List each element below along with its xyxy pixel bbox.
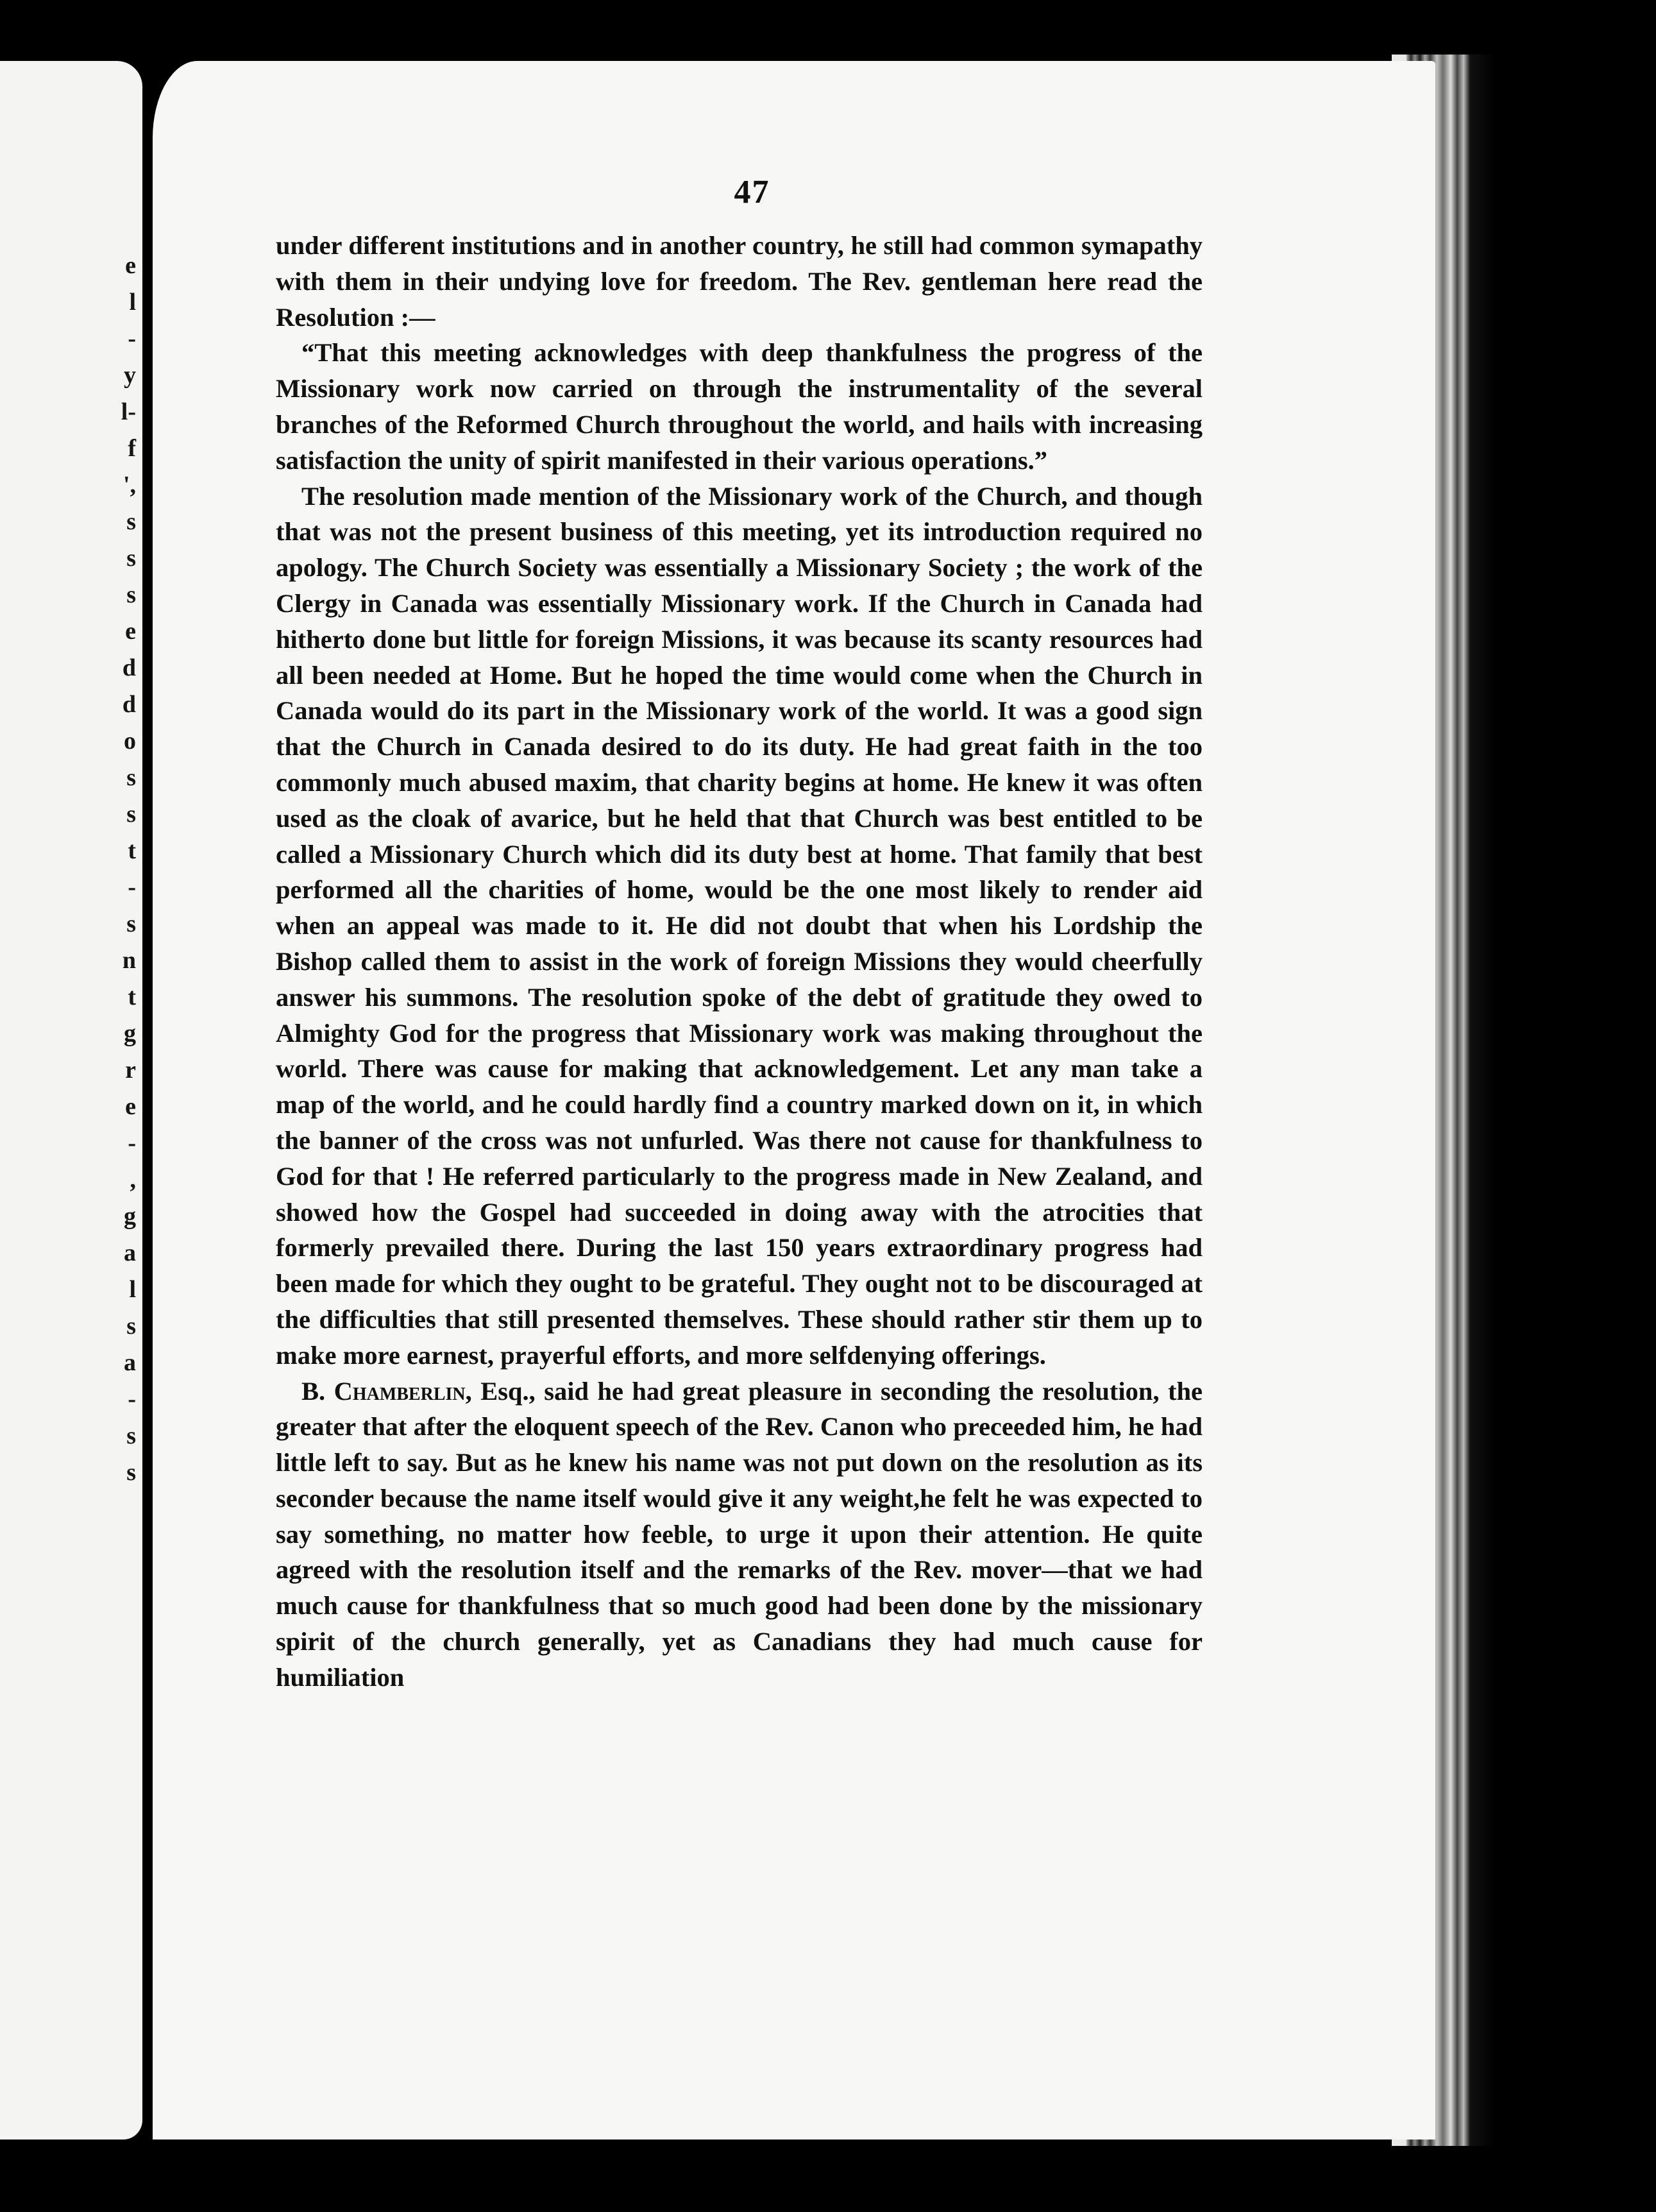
left-page-fragment: - — [128, 874, 136, 901]
left-page-fragment: e — [125, 1093, 136, 1120]
left-page-fragment: s — [126, 508, 136, 535]
left-page-fragment: t — [128, 983, 136, 1010]
page-content — [276, 173, 1203, 1696]
left-page-fragment: l — [129, 1276, 136, 1303]
left-page-fragment: s — [126, 910, 136, 937]
left-page-fragment: ', — [123, 472, 136, 498]
left-page-fragment: t — [128, 837, 136, 864]
left-page-fragment: f — [128, 435, 136, 462]
left-page-fragment: e — [125, 252, 136, 279]
left-page-fragment: s — [126, 1313, 136, 1340]
paragraph-3: The resolution made mention of the Missionary work of the Church, and though that was not the present business of this meeting, yet its introduction required no apology. The Church Society was essentially a Missionary Society ; the work of the Clergy in Canada was essentially Missionary work. If the Church in Canada had hitherto done but little for foreign Missions, it was because its scanty resources had all been needed at Home. But he hoped the time would come when the Church in Canada would do its part in the Missionary work of the world. It was a good sign that the Church in Canada desired to do its duty. He had great faith in the too commonly much abused maxim, that charity begins at home. He knew it was often used as the cloak of avarice, but he held that that Church was best entitled to be called a Missionary Church which did its duty best at home. That family that best performed all the charities of home, would be the one most likely to render aid when an appeal was made to it. He did not doubt that when his Lordship the Bishop called them to assist in the work of foreign Missions they would cheerfully answer his summons. The resolution spoke of the debt of gratitude they owed to Almighty God for the progress that Missionary work was making throughout the world. There was cause for making that acknowledgement. Let any man take a map of the world, and he could hardly find a country marked down on it, in which the banner of the cross was not unfurled. Was there not cause for thankfulness to God for that ! He referred particularly to the progress made in New Zealand, and showed how the Gospel had succeeded in doing away with the atrocities that formerly prevailed there. During the last 150 years extraordinary progress had been made for which they ought to be grateful. They ought not to be discouraged at the difficulties that still presented themselves. These should rather stir them up to make more earnest, prayerful efforts, and more selfdenying offerings. — [276, 481, 1203, 1370]
paragraph-1: under different institutions and in another country, he still had common symapathy with them in their undying love for freedom. The Rev. gentleman here read the Resolution :— — [276, 231, 1203, 332]
left-page-fragment: s — [126, 1422, 136, 1449]
left-page-fragment: s — [126, 581, 136, 608]
left-page-fragment: - — [128, 1130, 136, 1157]
paragraph-4 — [276, 1374, 1203, 1696]
left-page-fragment: o — [124, 727, 136, 754]
left-page-fragment: n — [122, 947, 136, 974]
page-number: 47 — [734, 174, 770, 210]
left-page-fragment: g — [124, 1020, 136, 1047]
left-page-fragment: s — [126, 1459, 136, 1486]
left-page-fragment: e — [125, 618, 136, 645]
speaker-name: B. Chamberlin, — [301, 1376, 472, 1406]
left-page-fragment: s — [126, 545, 136, 572]
left-page-fragment: a — [124, 1239, 136, 1266]
left-page-fragment: l- — [121, 398, 136, 425]
left-page-fragment: d — [122, 691, 136, 718]
left-page-fragment: d — [122, 654, 136, 681]
previous-page-edge — [0, 61, 142, 2140]
paragraph-resolution-quote: “That this meeting acknowledges with deep thankfulness the progress of the Missionary work now carried on through the instrumentality of the several branches of the Reformed Church throughout the world, and hails with increasing satisfaction the unity of spirit manifested in their various operations.” — [276, 338, 1203, 475]
left-page-fragment: , — [130, 1166, 136, 1193]
left-page-fragment: a — [124, 1349, 136, 1376]
left-page-fragment: y — [124, 362, 136, 389]
left-page-fragment: s — [126, 764, 136, 791]
left-page-fragment: - — [128, 1386, 136, 1413]
left-page-fragment: g — [124, 1203, 136, 1230]
left-page-fragment: l — [129, 289, 136, 316]
paragraph-4-text: Esq., said he had great pleasure in seconding the resolution, the greater that after the eloquent speech of the Rev. Canon who preceeded him, he had little left to say. But as he knew his name was not put down on the resolution as its seconder because the name itself would give it any weight,he felt he was expected to say something, no matter how feeble, to urge it upon their attention. He quite agreed with the resolution itself and the remarks of the Rev. mover—that we had much cause for thankfulness that so much good had been done by the missionary spirit of the church generally, yet as Canadians they had much cause for humiliation — [276, 1376, 1203, 1692]
left-page-fragment: r — [125, 1057, 136, 1084]
left-page-fragment: - — [128, 325, 136, 352]
left-page-fragment: s — [126, 801, 136, 828]
